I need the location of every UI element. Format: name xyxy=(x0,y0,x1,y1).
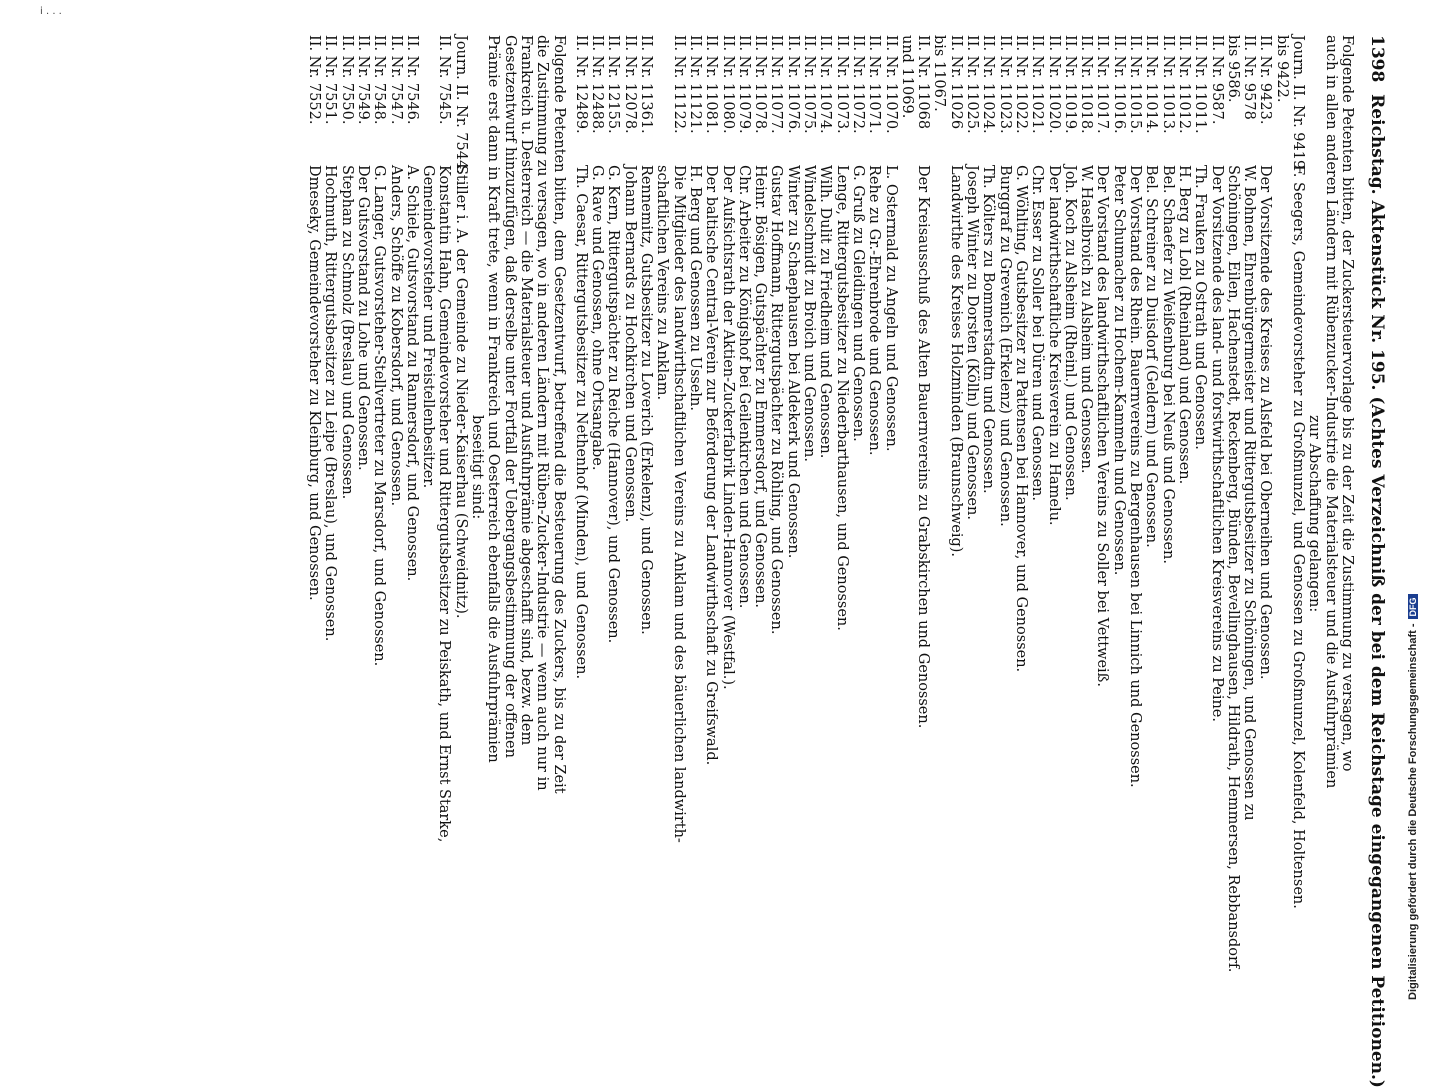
journal-reference: II. Nr. 7546. xyxy=(403,35,420,125)
journal-reference: II. Nr. 11024. xyxy=(980,35,997,134)
petition-entry xyxy=(339,35,355,499)
petitioner-text: Rennemitz, Gutsbesitzer zu Loverich (Erkelenz), und Genossen. xyxy=(638,165,655,635)
petition-entry xyxy=(388,35,404,506)
journal-reference: II. Nr. 11077. xyxy=(768,35,785,134)
petitioner-text: Stiller i. A. der Gemeinde zu Nieder-Kaiserhau (Schweidnitz). xyxy=(452,165,469,619)
petition-entry xyxy=(932,35,948,165)
journal-reference: II. Nr. 11021. xyxy=(1029,35,1046,134)
petition-entry xyxy=(638,35,654,635)
journal-reference: II. Nr. 11019. xyxy=(1061,35,1078,134)
journal-reference: II. Nr. 11016. xyxy=(1110,35,1127,134)
journal-reference: II. Nr. 7549. xyxy=(355,35,371,125)
journal-reference: II. Nr. 9423. xyxy=(1257,35,1274,125)
journal-reference: II. Nr. 11014. xyxy=(1143,35,1160,134)
petitioner-text: Gustav Hoffmann, Rittergutspächter zu Röhling, und Genossen. xyxy=(768,165,785,635)
petition-entry xyxy=(1258,35,1274,680)
petitioner-text: Der Kreisausschuß des Alten Bauernvereins zu Grabskirchen und Genossen. xyxy=(915,165,932,729)
journal-reference: Journ. II. Nr. 9419 xyxy=(1290,35,1307,170)
petitioner-text: Burggraf zu Grevenich (Erkelenz) und Genossen. xyxy=(996,165,1013,527)
journal-reference: II. Nr. 11015. xyxy=(1127,35,1144,134)
intro-line xyxy=(518,35,534,745)
petitioner-text: Chr. Esser zu Soller bei Düren und Genossen. xyxy=(1029,165,1046,501)
journal-reference: II. Nr. 9578 xyxy=(1241,35,1258,120)
petition-entry xyxy=(1225,35,1241,972)
journal-reference: II. Nr. 12489. xyxy=(572,35,589,134)
petition-entry xyxy=(1241,35,1257,821)
journal-reference: II. Nr. 11076. xyxy=(784,35,801,134)
journal-reference: II. Nr. 11073. xyxy=(833,35,850,134)
petition-entry xyxy=(850,35,866,442)
petition-entry xyxy=(785,35,801,558)
intro-line xyxy=(1339,35,1355,771)
petitioner-text: G. Wöhlting, Gutsbesitzer zu Pattensen bei Hannover, und Genossen. xyxy=(1013,165,1029,673)
intro-line xyxy=(534,35,550,791)
petitioner-text: A. Schiele, Gutsvorstand zu Rannersdorf, und Genossen. xyxy=(403,165,420,582)
petitioner-text: Winter zu Schaephausen bei Aldekerk und Genossen. xyxy=(784,165,801,559)
journal-reference: II. Nr. 7545. xyxy=(436,35,453,125)
petition-entry xyxy=(834,35,850,631)
journal-reference: II. Nr. 11122. xyxy=(670,35,687,134)
petition-entry xyxy=(1274,35,1290,165)
journal-reference: II. Nr. 11081. xyxy=(703,35,720,134)
petitioner-text: Der Vorstand des landwirthschaftlichen Vereins zu Soller bei Vettweiß. xyxy=(1094,165,1111,687)
petition-entry xyxy=(703,35,719,765)
journal-reference: II. Nr. 11075. xyxy=(801,35,818,134)
intro-line xyxy=(469,35,485,519)
journal-reference: II. Nr. 11121. xyxy=(687,35,703,134)
journal-reference: II. Nr. 11012. xyxy=(1176,35,1192,134)
petitioner-text: Th. Caesar, Rittergutsbesitzer zu Nethenhof (Minden), und Genossen. xyxy=(572,165,589,680)
intro-text: beseitigt sind: xyxy=(469,415,486,520)
petition-entry xyxy=(671,35,687,843)
journal-reference: II. Nr. 7552. xyxy=(306,35,323,125)
petition-entry xyxy=(371,35,387,666)
petition-entry xyxy=(420,35,436,488)
journal-reference: II. Nr. 11079. xyxy=(735,35,752,134)
journal-reference: II. Nr. 12155. xyxy=(605,35,622,134)
petition-entry xyxy=(1062,35,1078,501)
intro-text: zur Abschaffung gelangen: xyxy=(1306,415,1323,613)
page-title: Reichstag. Aktenstück Nr. 195. (Achtes Verzeichniß der bei dem Reichstage eingegangenen Petitionen.) xyxy=(1367,94,1387,1088)
petitioner-text: Peter Schumacher zu Hochem-Kammeln und Genossen. xyxy=(1110,165,1127,576)
journal-reference: II. Nr. 12078. xyxy=(621,35,638,134)
petition-entry xyxy=(720,35,736,690)
petition-entry xyxy=(801,35,817,462)
petition-entry xyxy=(1078,35,1094,473)
petition-entry xyxy=(752,35,768,608)
intro-line xyxy=(502,35,518,758)
page-header xyxy=(1369,35,1385,1088)
journal-reference: bis 11067. xyxy=(931,35,948,112)
intro-text: Folgende Petenten bitten, dem Gesetzentwurf, betreffend die Besteuerung des Zuckers, bis zu der Zeit xyxy=(550,35,567,794)
petitioner-text: Gemeindevorsteher und Freistellenbesitzer. xyxy=(420,165,437,489)
petitioner-text: H. Berg zu Lobl (Rheinland) und Genossen. xyxy=(1176,165,1192,485)
petitioner-text: Th. Költers zu Bommerstadtn und Genossen. xyxy=(980,165,997,494)
petitioner-text: G. Rave und Genossen, ohne Ortsangabe. xyxy=(589,165,606,471)
journal-reference: II. Nr. 11071. xyxy=(866,35,883,134)
journal-reference: II. Nr. 11074. xyxy=(817,35,834,134)
petitioner-text: Landwirthe des Kreises Holzminden (Braunschweig). xyxy=(947,165,964,558)
petition-entry xyxy=(915,35,931,728)
petition-entry xyxy=(404,35,420,581)
journal-reference: Journ. II. Nr. 7544. xyxy=(452,35,469,174)
petition-entry xyxy=(453,35,469,619)
petitioner-text: Hochmuth, Rittergutsbesitzer zu Leipe (Breslau), und Genossen. xyxy=(322,165,339,642)
petitioner-text: Schöningen, Eilen, Hachenstedt, Reckenberg, Bünden, Bevellinghausen, Hildrath, Hemmersen, Rebbansdorf. xyxy=(1224,165,1241,973)
journal-reference: II. Nr. 11080. xyxy=(719,35,736,134)
petitioner-text: Der Vorstand des Rhein. Bauernvereins zu Bergenhausen bei Linnich und Genossen. xyxy=(1127,165,1144,788)
intro-line xyxy=(551,35,567,794)
petition-entry xyxy=(622,35,638,522)
petitioner-text: Wilh. Dulit zu Friedheim und Genossen. xyxy=(817,165,834,459)
journal-reference: II. Nr. 11013. xyxy=(1159,35,1176,134)
petition-entry xyxy=(1176,35,1192,484)
petitioner-text: Der Vorsitzende des land- und forstwirthschaftlichen Kreisvereins zu Peine. xyxy=(1208,165,1225,722)
journal-reference: II. Nr. 11022. xyxy=(1013,35,1029,134)
petition-entry xyxy=(573,35,589,679)
journal-reference: II. Nr. 7547. xyxy=(387,35,404,125)
journal-reference: II. Nr. 11025. xyxy=(964,35,981,134)
journal-reference: bis 9586. xyxy=(1224,35,1241,103)
petitioner-text: Windelschmidt zu Broich und Genossen. xyxy=(801,165,818,462)
petitioner-text: Der Gutsvorstand zu Lohe und Genossen. xyxy=(355,165,371,471)
petitioner-text: G. Kern, Rittergutspächter zu Reiche (Hannover), und Genossen. xyxy=(605,165,622,644)
journal-reference: bis 9422. xyxy=(1273,35,1290,103)
petitioner-text: G. Gruß zu Gleidingen und Genossen. xyxy=(850,165,866,442)
petitioner-text: Th. Frauken zu Ostrath und Genossen. xyxy=(1192,165,1209,450)
petition-entry xyxy=(1111,35,1127,575)
petitioner-text: Konstantin Hahn, Gemeindevorsteher und Rittergutsbesitzer zu Peiskath, und Ernst Starke, xyxy=(436,165,453,843)
journal-reference: und 11069. xyxy=(898,35,915,119)
petition-entry xyxy=(1127,35,1143,788)
petition-entry xyxy=(1290,35,1306,909)
petition-entry xyxy=(306,35,322,601)
petition-entry xyxy=(948,35,964,557)
petition-entry xyxy=(1029,35,1045,501)
intro-line xyxy=(1323,35,1339,788)
petitioner-text: Chr. Arbeiter zu Königshof bei Geilenkirchen und Genossen. xyxy=(735,165,752,609)
journal-reference: II. Nr. 9587. xyxy=(1208,35,1225,125)
petitioner-text: Bel. Schaefer zu Weißenburg bei Neuß und Genossen. xyxy=(1159,165,1176,564)
petition-entry xyxy=(1143,35,1159,548)
petitioner-text: Die Mitglieder des landwirthschaftlichen Vereins zu Anklam und des bäuerlichen landwirth- xyxy=(670,165,687,843)
petitioner-text: Stephan zu Schmolz (Breslau) und Genossen. xyxy=(338,165,355,500)
petition-entry xyxy=(980,35,996,494)
petitioner-text: Heinr. Bösigen, Gutspächter zu Emmersdorf, und Genossen. xyxy=(752,165,769,609)
petition-entry xyxy=(1013,35,1029,672)
journal-reference: II. Nr. 11023. xyxy=(996,35,1013,134)
intro-text: Gesetzentwurf hinzuzufügen, daß derselbe unter Fortfall der Uebergangsbestimmung der offenen xyxy=(501,35,518,758)
corner-mark: i . . . xyxy=(40,6,62,17)
petitioner-text: W. Haselbroich zu Alsheim und Genossen. xyxy=(1078,165,1095,474)
petition-entry xyxy=(355,35,371,471)
petition-entry xyxy=(883,35,899,452)
petition-entry xyxy=(687,35,703,411)
petition-entry xyxy=(736,35,752,608)
journal-reference: II. Nr. 7551. xyxy=(322,35,339,125)
petition-entry xyxy=(1095,35,1111,687)
petition-entry xyxy=(606,35,622,643)
credit-text: Digitalisierung gefördert durch die Deutsche Forschungsgemeinschaft - xyxy=(1407,623,1419,1000)
petition-entry xyxy=(1209,35,1225,722)
petitioner-text: Der landwirthschaftliche Kreisverein zu Hamelu. xyxy=(1045,165,1062,526)
petition-entry xyxy=(997,35,1013,527)
petition-entry xyxy=(1046,35,1062,526)
petition-entry xyxy=(589,35,605,470)
petitioner-text: Rehe zu Gr.-Ehrenbrode und Genossen. xyxy=(866,165,883,456)
intro-text: die Zustimmung zu versagen, wo in anderen Ländern mit Rüben-Zucker-Industrie — wenn auch nur in xyxy=(534,35,551,791)
rotated-document-page xyxy=(15,35,1387,1088)
intro-text: Prämie erst dann in Kraft trete, wenn in Frankreich und Oesterreich ebenfalls die Ausfuhrprämien xyxy=(485,35,502,763)
journal-reference: II. Nr. 11361. xyxy=(638,35,655,134)
petition-entry xyxy=(437,35,453,842)
petitioner-text: Der baltische Central-Verein zur Beförderung der Landwirthschaft zu Greifswald. xyxy=(703,165,720,766)
petitioner-text: H. Berg und Genossen zu Usseln. xyxy=(687,165,703,411)
petitioner-text: Lenge, Rittergutsbesitzer zu Niederbarthausen, und Genossen. xyxy=(833,165,850,631)
journal-reference: II. Nr. 11017. xyxy=(1094,35,1111,134)
petitioner-text: Bel. Schreiner zu Duisdorf (Geldern) und Genossen. xyxy=(1143,165,1160,548)
dfg-logo: DFG xyxy=(1408,594,1418,619)
petitioner-text: G. Langer, Gutsvorsteher-Stellvertreter zu Marsdorf, und Genossen. xyxy=(371,165,388,667)
intro-text: auch in allen anderen Ländern mit Rübenzucker-Industrie die Materialsteuer und die Ausfuhrprämien xyxy=(1322,35,1339,789)
petition-entry xyxy=(1160,35,1176,564)
petition-entry xyxy=(866,35,882,455)
journal-reference: II. Nr. 7550. xyxy=(338,35,355,125)
petitioner-text: Joh. Koch zu Alsheim (Rheinl.) und Genossen. xyxy=(1061,165,1078,501)
page-number: 1398 xyxy=(1367,35,1387,83)
journal-reference: II. Nr. 12488. xyxy=(589,35,606,134)
petition-entry xyxy=(769,35,785,634)
petition-entry xyxy=(654,35,670,400)
journal-reference: II. Nr. 11018. xyxy=(1078,35,1095,134)
petition-entry xyxy=(1192,35,1208,450)
petitioner-text: F. Seegers, Gemeindevorsteher zu Großmunzel, und Genossen zu Großmunzel, Kolenfeld, Holtensen. xyxy=(1290,165,1307,909)
journal-reference: II. Nr. 11068 xyxy=(915,35,932,130)
petitioner-text: Johann Bernards zu Hochkirchen und Genossen. xyxy=(621,165,638,523)
journal-reference: II. Nr. 7548. xyxy=(371,35,388,125)
petitioner-text: Joseph Winter zu Dorsten (Kölln) und Genossen. xyxy=(964,165,981,520)
petition-entry xyxy=(964,35,980,520)
journal-reference: II. Nr. 11072. xyxy=(850,35,866,134)
petitioner-text: Anders, Schöffe zu Kobersdorf, und Genossen. xyxy=(387,165,404,507)
intro-text: Folgende Petenten bitten, der Zuckersteuervorlage bis zu der Zeit die Zustimmung zu versagen, wo xyxy=(1339,35,1355,772)
petitioner-text: W. Bohnen, Ehrenbürgermeister und Rittergutsbesitzer zu Schöningen, und Genossen zu xyxy=(1241,165,1258,821)
journal-reference: II. Nr. 11011. xyxy=(1192,35,1209,134)
petitioner-text: Der Vorsitzende des Kreises zu Alsfeld bei Oberneihen und Genossen. xyxy=(1257,165,1274,680)
journal-reference: II. Nr. 11026 xyxy=(947,35,964,130)
journal-reference: II. Nr. 11078. xyxy=(752,35,769,134)
petition-entry xyxy=(322,35,338,641)
petition-entry xyxy=(817,35,833,458)
intro-text: Frankreich u. Desterreich — die Materialsteuer und Ausfuhrprämie abgeschafft sind, bezw. dem xyxy=(518,35,534,746)
journal-reference: II. Nr. 11020. xyxy=(1045,35,1062,134)
digitization-credit xyxy=(1407,594,1419,1000)
petitioner-text: schaftlichen Vereins zu Anklam. xyxy=(654,165,671,401)
journal-reference: II. Nr. 11070. xyxy=(882,35,899,134)
intro-line xyxy=(1306,35,1322,612)
petition-entry xyxy=(899,35,915,165)
intro-line xyxy=(485,35,501,763)
petitioner-text: Dmeseky, Gemeindevorsteher zu Kleinburg, und Genossen. xyxy=(306,165,323,601)
petitioner-text: Der Aufsichtsrath der Aktien-Zuckerfabrik Linden-Hannover (Westfal.). xyxy=(719,165,736,690)
petitioner-text: L. Ostermald zu Angeln und Genossen. xyxy=(882,165,899,452)
